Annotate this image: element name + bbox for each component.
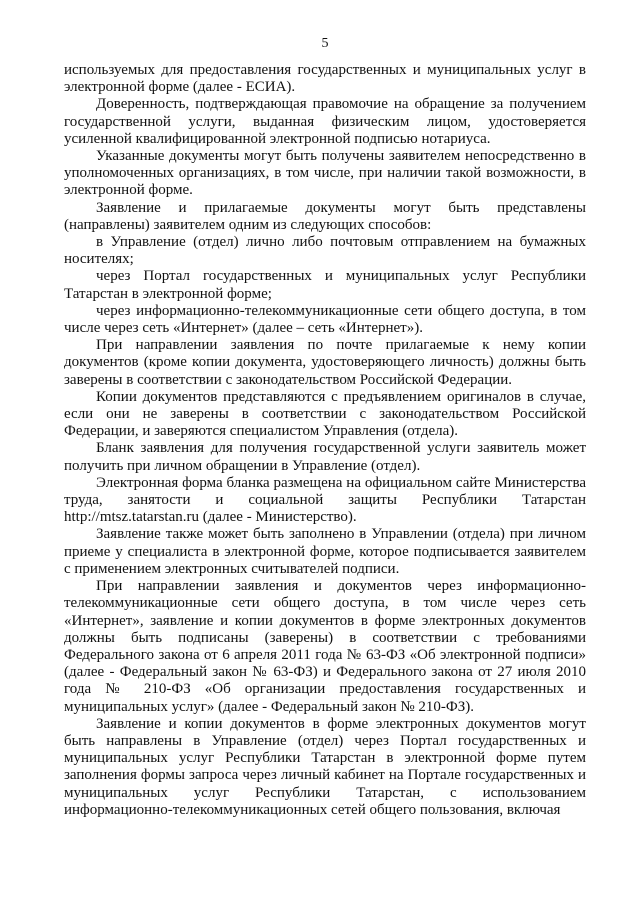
paragraph: через Портал государственных и муниципальных услуг Республики Татарстан в электронной форме;: [64, 268, 586, 302]
paragraph: Заявление также может быть заполнено в Управлении (отдела) при личном приеме у специалиста в электронной форме, которое подписывается заявителем с применением электронных считывателей подписи.: [64, 526, 586, 577]
paragraph: При направлении заявления по почте прилагаемые к нему копии документов (кроме копии документа, удостоверяющего личность) должны быть заверены в соответствии с законодательством Российской Федерации.: [64, 337, 586, 388]
paragraph: используемых для предоставления государственных и муниципальных услуг в электронной форме (далее - ЕСИА).: [64, 62, 586, 96]
paragraph: Электронная форма бланка размещена на официальном сайте Министерства труда, занятости и социальной защиты Республики Татарстан http://mtsz.tatarstan.ru (далее - Министерство).: [64, 474, 586, 526]
paragraph: Доверенность, подтверждающая правомочие на обращение за получением государственной услуги, выданная физическим лицом, удостоверяется усиленной квалифицированной электронной подписью нотариуса.: [64, 96, 586, 147]
paragraph: Заявление и копии документов в форме электронных документов могут быть направлены в Управление (отдел) через Портал государственных и муниципальных услуг Республики Татарстан в электронной форме путем заполнения формы запроса через личный кабинет на Портале государственных и муниципальных услуг Республики Татарстан, с использованием информационно-телекоммуникационных сетей общего пользования, включая: [64, 715, 586, 818]
paragraph: Бланк заявления для получения государственной услуги заявитель может получить при личном обращении в Управление (отдел).: [64, 440, 586, 474]
paragraph: через информационно-телекоммуникационные сети общего доступа, в том числе через сеть «Интернет» (далее – сеть «Интернет»).: [64, 302, 586, 337]
document-page: [64, 36, 586, 819]
page-number: 5: [321, 36, 329, 51]
paragraph: При направлении заявления и документов через информационно-телекоммуникационные сети общего доступа, в том числе через сеть «Интернет», заявление и копии документов в форме электронных документов должны быть подписаны (заверены) в соответствии с требованиями Федерального закона от 6 апреля 2011 года № 63-ФЗ «Об электронной подписи» (далее - Федеральный закон № 63-ФЗ) и Федерального закона от 27 июля 2010 года № 210-ФЗ «Об организации предоставления государственных и муниципальных услуг» (далее - Федеральный закон № 210-ФЗ).: [64, 578, 586, 715]
paragraph: в Управление (отдел) лично либо почтовым отправлением на бумажных носителях;: [64, 234, 586, 268]
paragraph: Копии документов представляются с предъявлением оригиналов в случае, если они не заверены в соответствии с законодательством Российской Федерации, и заверяются специалистом Управления (отдела).: [64, 388, 586, 440]
paragraph: Заявление и прилагаемые документы могут быть представлены (направлены) заявителем одним из следующих способов:: [64, 199, 586, 233]
paragraph: Указанные документы могут быть получены заявителем непосредственно в уполномоченных организациях, в том числе, при наличии такой возможности, в электронной форме.: [64, 148, 586, 199]
document-body: [64, 62, 586, 819]
